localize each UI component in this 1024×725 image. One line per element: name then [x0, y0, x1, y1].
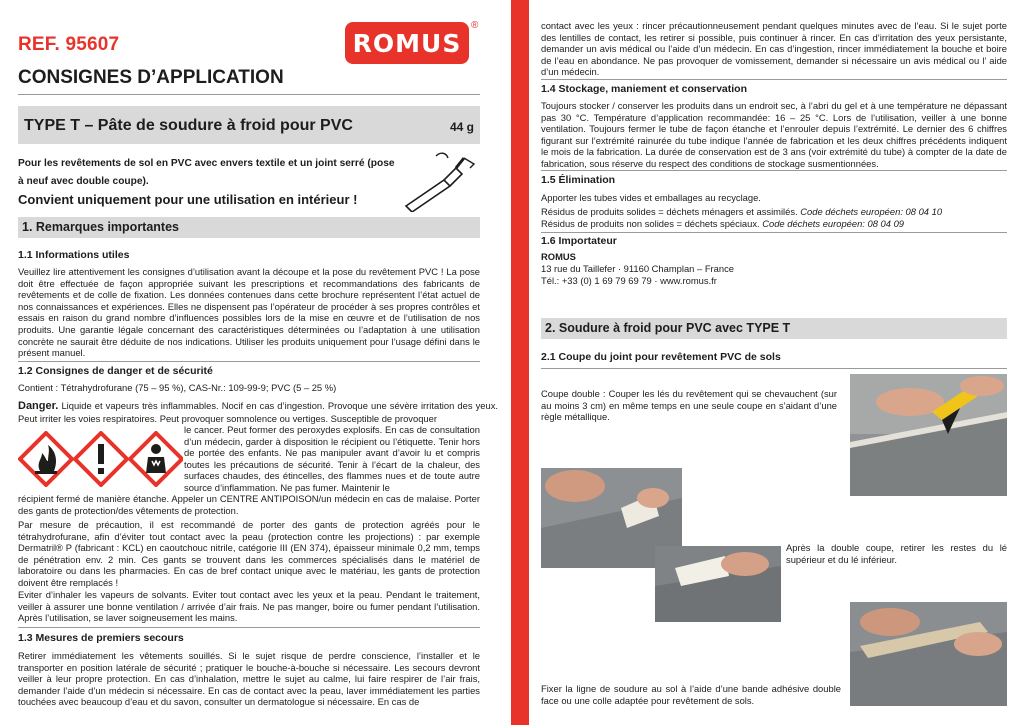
- subsection-1-4-title: 1.4 Stockage, maniement et conservation: [541, 83, 747, 95]
- flame-hazard-icon: [20, 433, 72, 485]
- first-aid-continued: contact avec les yeux : rincer précautionneusement pendant quelques minutes avec de l’eau. Si le sujet porte des lentilles de contact, les retirer si possible, puis continuer à rincer. En cas d’irritation des yeux persistante, demander un avis médical ou l’aide d’un médecin. En cas d’ingestion, rincer immédiatement la bouche et boire de l’eau en abondance. Ne pas provoquer de vomissement, demander si nécessaire un avis médical ou l’ aide d’un médecin.: [541, 20, 1007, 78]
- romus-logo: [345, 22, 469, 64]
- section-2-band: [541, 318, 1007, 339]
- photo-tape-floor: [850, 602, 1007, 706]
- product-title: TYPE T – Pâte de soudure à froid pour PVC: [24, 117, 353, 134]
- disposal-liquid: Résidus de produits non solides = déchets spéciaux.: [541, 218, 763, 229]
- product-band: [18, 106, 480, 144]
- danger-text: Liquide et vapeurs très inflammables. Nocif en cas d’ingestion. Provoque une sévère irritation des yeux. Peut irriter les voies respiratoires. Peut provoquer somnolence ou vertiges. Susceptible de provoquer: [18, 400, 498, 424]
- exclamation-hazard-icon: [75, 433, 127, 485]
- caption-remove-scraps: Après la double coupe, retirer les restes du lé supérieur et du lé inférieur.: [786, 542, 1007, 565]
- title-rule: [18, 94, 480, 95]
- rule-1-4: [541, 79, 1007, 80]
- subsection-1-1-title: 1.1 Informations utiles: [18, 249, 130, 261]
- photo-double-cut: [850, 374, 1007, 496]
- tube-nozzle-icon: [404, 150, 480, 212]
- rule-1-5: [541, 170, 1007, 171]
- gloves-text: Par mesure de précaution, il est recommandé de porter des gants de protection agréés pour le tétrahydrofurane, afin d’éviter tout contact avec la peau (protection contre les projections) : par exemple Dermatril® P (fabricant : KCL) en caoutchouc nitrile, catégorie III (EN 374), épaisseur minimale 0,2 mm, temps de pénétration env. 2 min. Ces gants se trouvent dans les commerces spécialisés dans le matériel de laboratoire ou dans les pharmacies. En cas de bref contact unique avec le matériau, les gants de protection doivent être remplacés !: [18, 519, 480, 588]
- subsection-1-3-title: 1.3 Mesures de premiers secours: [18, 632, 184, 644]
- reference-number: REF. 95607: [18, 34, 120, 55]
- registered-mark: ®: [471, 20, 479, 31]
- section-1-title: 1. Remarques importantes: [22, 220, 179, 234]
- disposal-solid-code: Code déchets européen: 08 04 10: [800, 206, 943, 217]
- subsection-1-2-title: 1.2 Consignes de danger et de sécurité: [18, 365, 213, 377]
- interior-warning: Convient uniquement pour une utilisation en intérieur !: [18, 192, 358, 207]
- subsection-2-1-title: 2.1 Coupe du joint pour revêtement PVC de sols: [541, 351, 781, 363]
- danger-label: Danger.: [18, 400, 59, 412]
- importer-address: 13 rue du Taillefer · 91160 Champlan – France: [541, 263, 734, 274]
- danger-wrap-text: le cancer. Peut former des peroxydes explosifs. En cas de consultation d’un médecin, garder à disposition le récipient ou l’étiquette. Tenir hors de portée des enfants. Ne pas manipuler avant d’avoir lu et compris toutes les précautions de sécurité. Tenir à l’écart de la chaleur, des surfaces chaudes, des étincelles, des flammes nues et de toute autre source d’inflammation. Ne pas fumer. Maintenir le: [184, 424, 480, 493]
- danger-tail-text: récipient fermé de manière étanche. Appeler un CENTRE ANTIPOISON/un médecin en cas de malaise. Porter des gants de protection/des vêtements de protection.: [18, 493, 480, 516]
- rule-1-3: [18, 627, 480, 628]
- caption-double-cut: Coupe double : Couper les lés du revêtement qui se chevauchent (sur au moins 3 cm) en même temps en une seule coupe en s’aidant d’une règle métallique.: [541, 388, 837, 423]
- vapours-text: Eviter d’inhaler les vapeurs de solvants. Eviter tout contact avec les yeux et la peau. Pendant le traitement, veiller à assurer une bonne ventilation / arrivée d’air frais. Ne pas manger, boire ou fumer pendant l’utilisation. Après l’utilisation, se laver soigneusement les mains.: [18, 589, 480, 624]
- section-2-title: 2. Soudure à froid pour PVC avec TYPE T: [545, 321, 791, 335]
- subsection-1-4-text: Toujours stocker / conserver les produits dans un endroit sec, à l’abri du gel et à une température ne dépassant pas 30 °C. Température d’application recommandée: 16 – 25 °C. Lors de l’utilisation, veiller à une bonne ventilation. Toujours fermer le tube de façon étanche et l’enrouler depuis l’extrémité. Le dernier des 6 chiffres figurant sur l’extrémité rainurée du tube indique l’année de fabrication et les deux chiffres précédents indiquent le mois de la fabrication. La durée de conservation est de 3 ans (voir extrémité du tube) à compter de la date de fabrication, sous réserve du respect des conditions de stockage susmentionnées.: [541, 100, 1007, 169]
- disposal-line-2: [541, 206, 1007, 218]
- page-title: CONSIGNES D’APPLICATION: [18, 67, 284, 88]
- red-center-stripe: [511, 0, 529, 725]
- contents-line: Contient : Tétrahydrofurane (75 – 95 %), CAS-Nr.: 109-99-9; PVC (5 – 25 %): [18, 382, 337, 393]
- importer-name: ROMUS: [541, 251, 576, 262]
- danger-paragraph: [18, 400, 498, 424]
- disposal-line-3: [541, 218, 1007, 230]
- disposal-liquid-code: Code déchets européen: 08 04 09: [762, 218, 905, 229]
- importer-contact: Tél.: +33 (0) 1 69 79 69 79 · www.romus.fr: [541, 275, 717, 286]
- product-intro: Pour les revêtements de sol en PVC avec envers textile et un joint serré (pose à neuf avec double coupe).: [18, 158, 395, 187]
- disposal-line-1: Apporter les tubes vides et emballages au recyclage.: [541, 192, 761, 203]
- disposal-solid: Résidus de produits solides = déchets ménagers et assimilés.: [541, 206, 801, 217]
- subsection-1-3-text: Retirer immédiatement les vêtements souillés. Si le sujet risque de perdre conscience, l’installer et le transporter en position latérale de sécurité ; pratiquer le bouche-à-bouche si nécessaire. Les secours devront veiller à leur propre protection. En cas d’inhalation, mettre le sujet au calme, lui faire respirer de l’air frais, demander l’aide d’un médecin si nécessaire. En cas de contact avec la peau, laver immédiatement les parties touchées avec beaucoup d’eau et du savon, consulter un dermatologue si nécessaire. En cas de: [18, 650, 480, 708]
- hazard-pictograms: [18, 431, 183, 487]
- subsection-1-5-title: 1.5 Élimination: [541, 174, 616, 186]
- rule-1-6: [541, 232, 1007, 233]
- product-weight: 44 g: [449, 120, 474, 134]
- rule-2-1: [541, 368, 1007, 369]
- caption-tape-floor: Fixer la ligne de soudure au sol à l’aide d’une bande adhésive double face ou une colle adaptée pour revêtement de sols.: [541, 683, 841, 706]
- subsection-1-1-text: Veuillez lire attentivement les consignes d’utilisation avant la découpe et la pose du revêtement PVC ! La pose doit être effectuée de façon appropriée suivant les prescriptions et recommandations des fabricants de revêtements et de colle de fixation. Les données contenues dans cette brochure représentent l’état actuel de nos connaissances et expériences. Elles ne dispensent pas l’opérateur de procéder à ses propres contrôles et essais en raison du grand nombre d’influences possibles lors de la mise en œuvre et de l’utilisation de nos produits. Une garantie légale concernant des caractéristiques déterminées ou l’adaptation à une utilisation concrète ne saurait être déduite de nos indications. Utiliser les produits uniquement pour l’usage défini dans le présent manuel.: [18, 266, 480, 359]
- subsection-1-6-title: 1.6 Importateur: [541, 235, 617, 247]
- logo-text: ROMUS: [352, 28, 462, 58]
- health-hazard-icon: [130, 433, 182, 485]
- photo-remove-scraps-2: [655, 546, 781, 622]
- section-1-band: [18, 217, 480, 238]
- rule-1-2: [18, 361, 480, 362]
